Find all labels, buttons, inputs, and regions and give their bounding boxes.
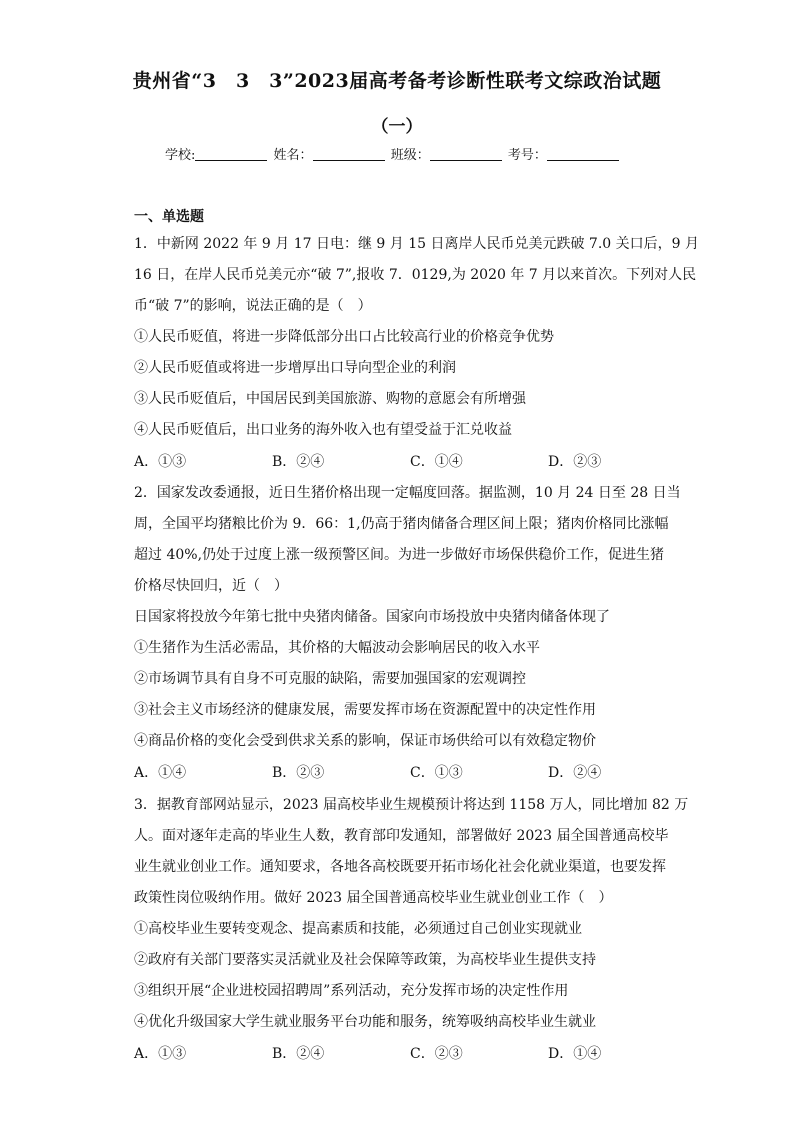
question-2-stem-line: 日国家将投放今年第七批中央猪肉储备。国家向市场投放中央猪肉储备体现了	[134, 609, 610, 625]
option-c[interactable]: C．①④	[410, 454, 463, 470]
question-1-stem-line: 16 日，在岸人民币兑美元亦“破 7”,报收 7．0129,为 2020 年 7 月以来首次。下列对人民	[134, 267, 697, 283]
question-3-stem-line: 政策性岗位吸纳作用。做好 2023 届全国普通高校毕业生就业创业工作（ ）	[134, 890, 613, 906]
question-2-stem-line: 超过 40%,仍处于过度上涨一级预警区间。为进一步做好市场保供稳价工作，促进生猪	[134, 547, 665, 563]
option-b[interactable]: B．②④	[272, 1046, 325, 1062]
class-label: 班级：	[390, 148, 430, 163]
option-b[interactable]: B．②③	[272, 765, 325, 781]
question-2-item: ③社会主义市场经济的健康发展，需要发挥市场在资源配置中的决定性作用	[134, 702, 596, 718]
option-a[interactable]: A．①③	[134, 1046, 187, 1062]
question-2-stem-line: 价格尽快回归，近（ ）	[134, 578, 288, 594]
question-1-item: ③人民币贬值后，中国居民到美国旅游、购物的意愿会有所增强	[134, 391, 526, 407]
question-1-item: ④人民币贬值后，出口业务的海外收入也有望受益于汇兑收益	[134, 422, 512, 438]
exam-subtitle: （一）	[371, 117, 423, 137]
section-heading: 一、单选题	[134, 209, 204, 225]
question-3-item: ④优化升级国家大学生就业服务平台功能和服务，统筹吸纳高校毕业生就业	[134, 1014, 596, 1030]
question-3-stem-line: 业生就业创业工作。通知要求，各地各高校既要开拓市场化社会化就业渠道，也要发挥	[134, 859, 666, 875]
question-2-item: ②市场调节具有自身不可克服的缺陷，需要加强国家的宏观调控	[134, 671, 526, 687]
question-3-item: ①高校毕业生要转变观念、提高素质和技能，必须通过自己创业实现就业	[134, 921, 582, 937]
option-d[interactable]: D．②③	[548, 454, 602, 470]
exam-number-blank[interactable]	[547, 147, 619, 161]
question-3-item: ③组织开展“企业进校园招聘周”系列活动，充分发挥市场的决定性作用	[134, 983, 569, 999]
question-3-stem-line: 3．据教育部网站显示，2023 届高校毕业生规模预计将达到 1158 万人，同比增加 82 万	[134, 797, 689, 813]
question-2-stem-line: 2．国家发改委通报，近日生猪价格出现一定幅度回落。据监测，10 月 24 日至 28 日当	[134, 485, 681, 501]
question-2-stem-line: 周，全国平均猪粮比价为 9．66：1,仍高于猪肉储备合理区间上限；猪肉价格同比涨幅	[134, 516, 669, 532]
question-3-stem-line: 人。面对逐年走高的毕业生人数，教育部印发通知，部署做好 2023 届全国普通高校毕	[134, 828, 669, 844]
question-1-item: ①人民币贬值，将进一步降低部分出口占比较高行业的价格竞争优势	[134, 329, 554, 345]
option-a[interactable]: A．①③	[134, 454, 187, 470]
option-b[interactable]: B．②④	[272, 454, 325, 470]
question-3-item: ②政府有关部门要落实灵活就业及社会保障等政策，为高校毕业生提供支持	[134, 952, 596, 968]
school-blank[interactable]	[195, 147, 267, 161]
question-1-stem-line: 1．中新网 2022 年 9 月 17 日电：继 9 月 15 日离岸人民币兑美元跌破 7.0 关口后，9 月	[134, 236, 700, 252]
student-info-line	[165, 144, 621, 163]
question-2-item: ①生猪作为生活必需品，其价格的大幅波动会影响居民的收入水平	[134, 640, 540, 656]
option-c[interactable]: C．②③	[410, 1046, 463, 1062]
name-blank[interactable]	[313, 147, 385, 161]
exam-number-label: 考号：	[507, 148, 547, 163]
exam-title: 贵州省“3 3 3”2023届高考备考诊断性联考文综政治试题	[132, 70, 662, 92]
question-2-item: ④商品价格的变化会受到供求关系的影响，保证市场供给可以有效稳定物价	[134, 733, 596, 749]
class-blank[interactable]	[430, 147, 502, 161]
school-label: 学校:	[165, 148, 196, 163]
option-a[interactable]: A．①④	[134, 765, 187, 781]
option-c[interactable]: C．①③	[410, 765, 463, 781]
option-d[interactable]: D．①④	[548, 1046, 602, 1062]
question-1-stem-line: 币“破 7”的影响，说法正确的是（ ）	[134, 298, 372, 314]
question-1-item: ②人民币贬值或将进一步增厚出口导向型企业的利润	[134, 360, 456, 376]
option-d[interactable]: D．②④	[548, 765, 602, 781]
name-label: 姓名：	[273, 148, 313, 163]
